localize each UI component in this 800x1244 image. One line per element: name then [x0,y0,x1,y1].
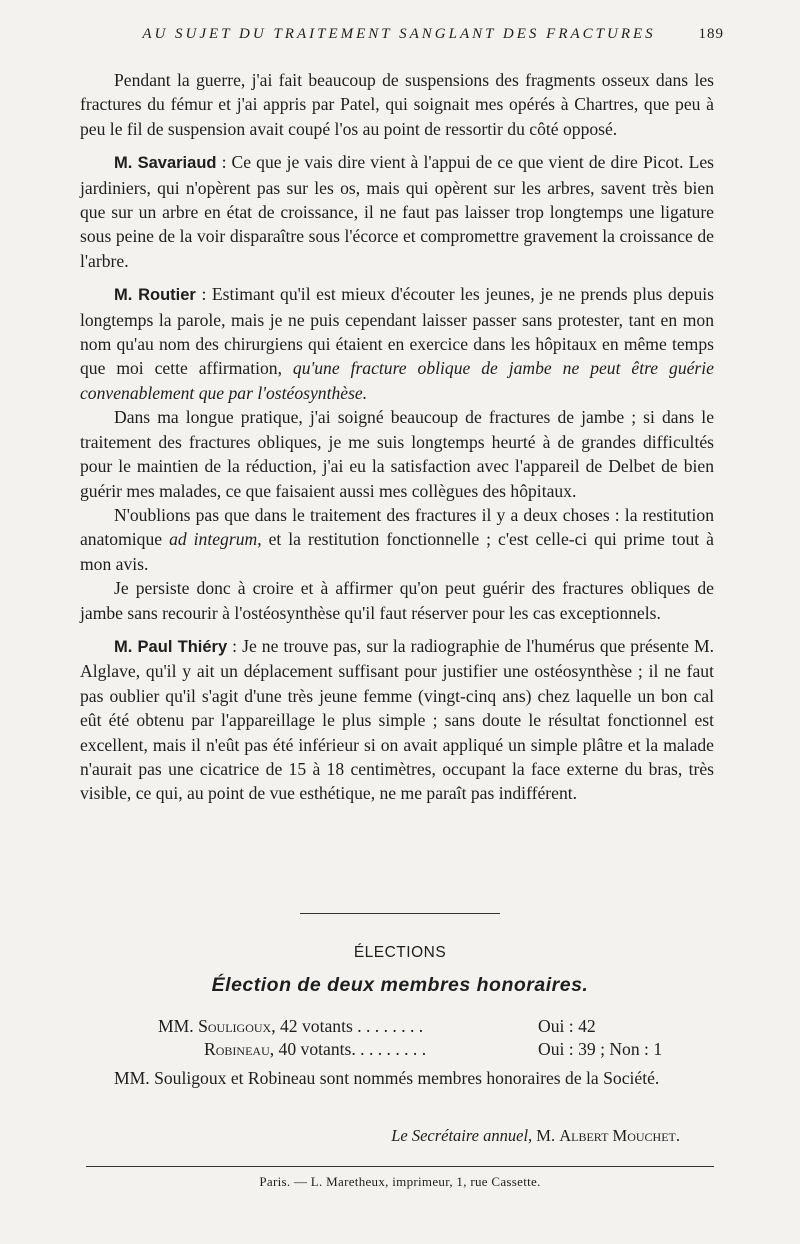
vote-result: Oui : 42 [538,1016,596,1036]
candidate-name: Souligoux [198,1016,272,1036]
footer-divider [86,1166,714,1167]
paragraph-text: , et la restitution fonctionnelle ; c'est celle-ci qui prime tout à mon avis. [80,529,714,574]
running-header [80,26,724,43]
section-subheading: Élection de deux membres honoraires. [211,974,589,996]
vote-prefix: MM. [158,1016,194,1036]
printer-line: Paris. — L. Maretheux, imprimeur, 1, rue Cassette. [259,1174,541,1189]
section-divider [300,913,500,914]
paragraph-text: N'oublions pas que dans le traitement des fractures il y a deux choses : la restitution anatomique [80,504,714,550]
paragraph-text: Je persiste donc à croire et à affirmer qu'on peut guérir des fractures obliques de jambe sans recourir à l'ostéosynthèse qu'il faut réserver pour les cas exceptionnels. [80,578,714,623]
signature-role: Le Secrétaire annuel, [391,1126,533,1145]
running-title: AU SUJET DU TRAITEMENT SANGLANT DES FRACTURES [142,26,656,42]
paragraph [80,282,714,405]
signature-prefix: M. [532,1126,560,1145]
paragraph-text: : Estimant qu'il est mieux d'écouter les jeunes, je ne prends plus depuis longtemps la parole, mais je ne puis cependant laisser passer sans protester, tant en mon nom qu'au nom des chirurgiens qui étaient en exercice dans les hôpitaux en même temps que moi cette affirmation, [80,284,714,379]
speaker-name: M. Savariaud [114,154,217,173]
paragraph [80,150,714,273]
vote-names [204,1039,426,1060]
paragraph [80,634,714,806]
section-heading: ÉLECTIONS [353,944,447,961]
vote-count: , 40 votants. . . . . . . . . [269,1039,427,1059]
paragraph-text: Pendant la guerre, j'ai fait beaucoup de suspensions des fragments osseux dans les fractures du fémur et j'ai appris par Patel, qui soignait mes opérés à Chartres, que peu à peu le fil de suspension avait coupé l'os au point de ressortir du côté opposé. [80,70,714,139]
paragraph [80,576,714,625]
paragraph: MM. Souligoux et Robineau sont nommés membres honoraires de la Société. [114,1068,660,1088]
paragraph-text: : Ce que je vais dire vient à l'appui de ce que vient de dire Picot. Les jardiniers, qui n'opèrent pas sur les os, mais qui opèrent sur les arbres, savent très bien que sur un arbre en état de croissance, il ne faut pas laisser trop longtemps une ligature sous peine de la voir disparaître sous l'écorce et compromettre gravement la croissance de l'arbre. [80,152,714,271]
paragraph-text: : Je ne trouve pas, sur la radiographie de l'humérus que présente M. Alglave, qu'il y ait un déplacement suffisant pour justifier une ostéosynthèse ; il ne faut pas oublier qu'il s'agit d'une très jeune femme (vingt-cinq ans) chez laquelle un bon cal eût été obtenu par l'appareillage le plus simple ; sans doute le résultat fonctionnel est excellent, mais il n'eût pas été inférieur si on avait appliqué un simple plâtre et la malade n'aurait pas une cicatrice de 15 à 18 centimètres, occupant la face externe du bras, très visible, ce qui, au point de vue esthétique, ne me paraît pas indifférent. [80,635,715,804]
vote-result: Oui : 39 ; Non : 1 [538,1039,663,1059]
paragraph [80,503,714,576]
body-text [80,68,714,806]
italic-phrase: ad integrum [169,529,258,550]
signature-name: Albert Mouchet. [559,1126,680,1145]
speaker-name: M. Paul Thiéry [114,637,228,656]
signature [391,1126,680,1146]
page-number: 189 [698,26,724,42]
vote-names [158,1016,423,1037]
paragraph-text: Dans ma longue pratique, j'ai soigné beaucoup de fractures de jambe ; si dans le traitement des fractures obliques, je me suis longtemps heurté à de grandes difficultés pour le maintien de la réduction, j'ai eu la satisfaction avec l'appareil de Delbet de bien guérir mes malades, ce que faisaient aussi mes collègues des hôpitaux. [80,407,714,501]
election-result [80,1066,714,1091]
paragraph [80,405,714,503]
candidate-name: Robineau [204,1039,270,1059]
speaker-name: M. Routier [114,286,196,305]
italic-quote: qu'une fracture oblique de jambe ne peut être guérie convenablement que par l'ostéosynthèse. [80,358,714,403]
paragraph [80,68,714,141]
vote-count: , 42 votants . . . . . . . . [271,1016,424,1036]
